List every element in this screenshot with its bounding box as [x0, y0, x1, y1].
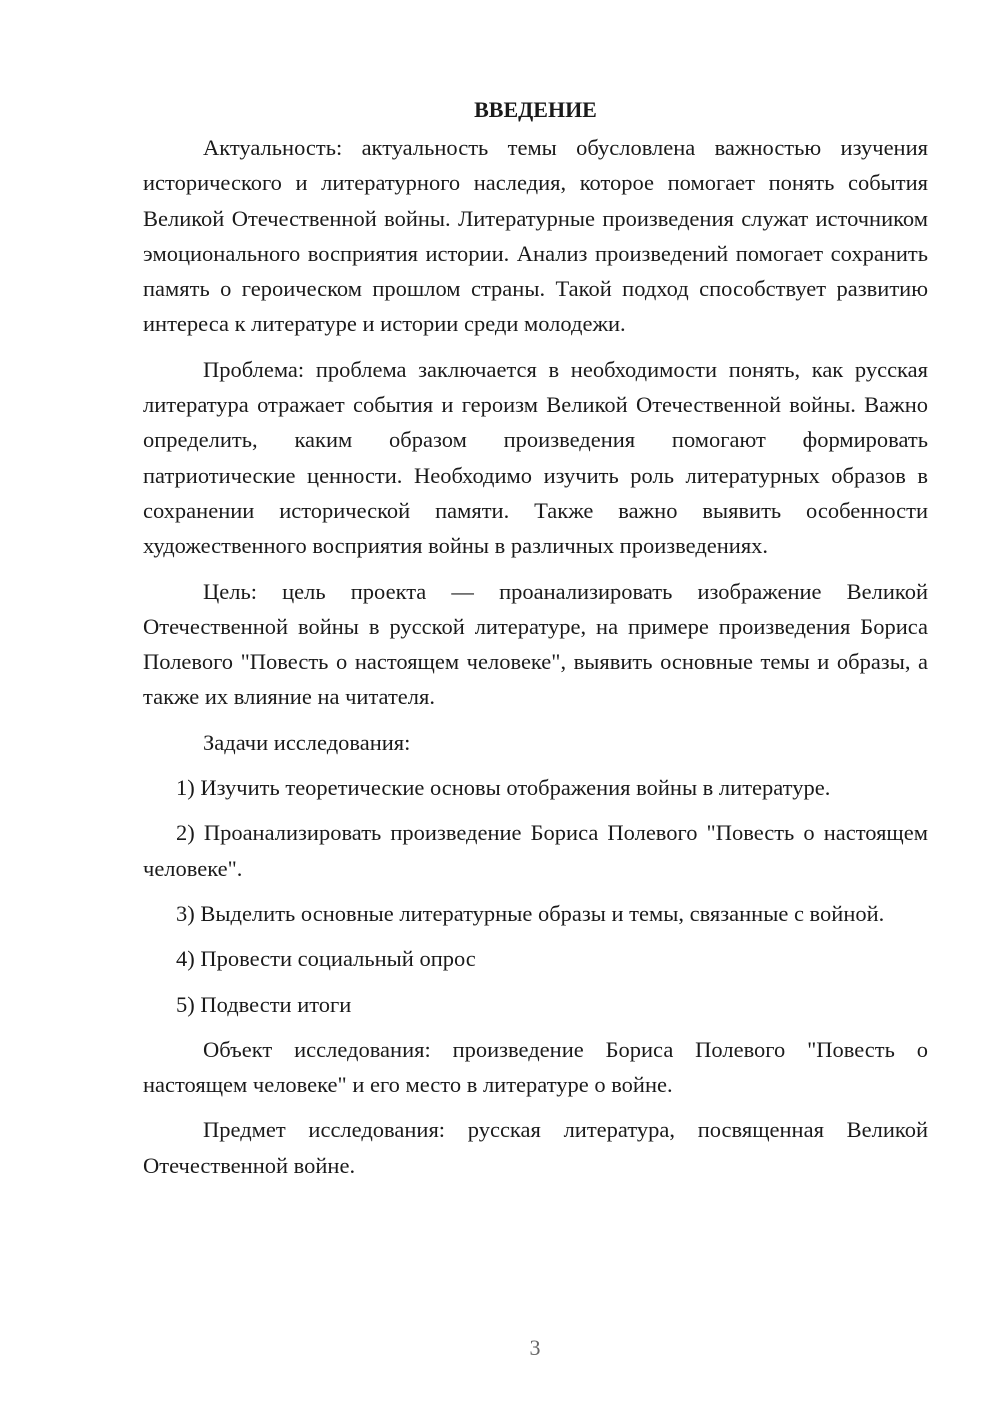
- page-title: ВВЕДЕНИЕ: [474, 97, 597, 122]
- task-item-2: 2) Проанализировать произведение Бориса Полевого "Повесть о настоящем человеке".: [143, 820, 928, 881]
- task-item-4: 4) Провести социальный опрос: [176, 946, 476, 972]
- task-item-1: 1) Изучить теоретические основы отображения войны в литературе.: [176, 775, 831, 801]
- object-paragraph: Объект исследования: произведение Бориса Полевого "Повесть о настоящем человеке" и его место в литературе о войне.: [143, 1036, 928, 1098]
- tasks-heading: Задачи исследования:: [203, 729, 411, 755]
- goal-paragraph: Цель: цель проекта — проанализировать изображение Великой Отечественной войны в русской литературе, на примере произведения Бориса Полевого "Повесть о настоящем человеке", выявить основные темы и образы, а также их влияние на читателя.: [143, 578, 928, 710]
- subject-paragraph: Предмет исследования: русская литература, посвященная Великой Отечественной войне.: [143, 1117, 928, 1178]
- relevance-paragraph: Актуальность: актуальность темы обусловлена важностью изучения исторического и литературного наследия, которое помогает понять события Великой Отечественной войны. Литературные произведения служат источником эмоционального восприятия истории. Анализ произведений помогает сохранить память о героическом прошлом страны. Такой подход способствует развитию интереса к литературе и истории среди молодежи.: [143, 135, 928, 337]
- task-item-5: 5) Подвести итоги: [176, 991, 352, 1017]
- page-number: 3: [529, 1335, 541, 1360]
- task-item-3: 3) Выделить основные литературные образы и темы, связанные с войной.: [176, 900, 885, 926]
- document-page: [143, 92, 928, 1193]
- problem-paragraph: Проблема: проблема заключается в необходимости понять, как русская литература отражает события и героизм Великой Отечественной войны. Важно определить, каким образом произведения помогают формировать патриотические ценности. Необходимо изучить роль литературных образов в сохранении исторической памяти. Также важно выявить особенности художественного восприятия войны в различных произведениях.: [143, 356, 928, 559]
